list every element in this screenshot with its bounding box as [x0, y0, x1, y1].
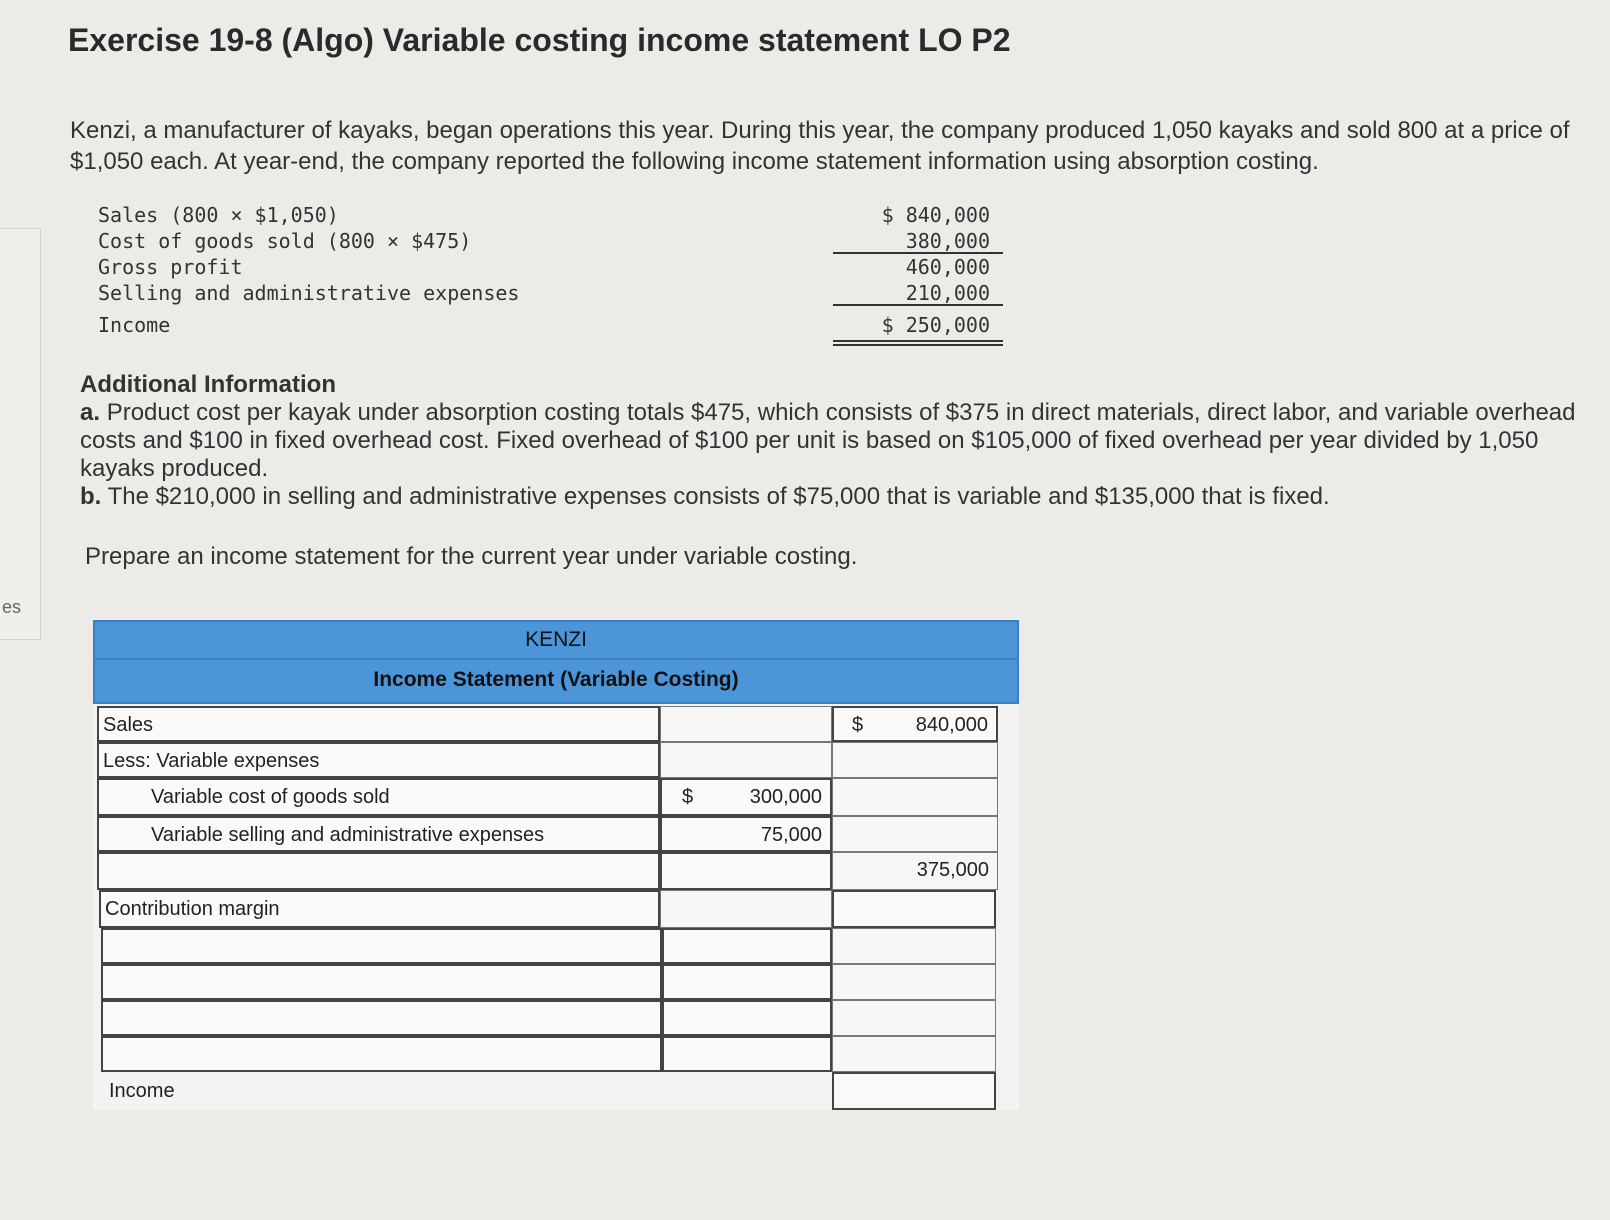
income-label: Income — [109, 1080, 175, 1102]
less-label: Less: Variable expenses — [103, 750, 320, 772]
side-tab[interactable] — [0, 228, 41, 640]
mid-cell — [660, 742, 832, 778]
additional-item-b — [80, 483, 1600, 511]
absorption-amount: $ 840,000 — [881, 203, 990, 227]
right-cell[interactable] — [832, 706, 998, 742]
sales-label: Sales — [103, 714, 154, 736]
vsa-label: Variable selling and administrative expenses — [151, 824, 545, 846]
additional-information — [80, 371, 1600, 511]
absorption-double-rule — [833, 344, 1003, 346]
item-b-marker: b. — [80, 483, 102, 510]
mid-cell[interactable] — [660, 706, 832, 742]
vcogs-label: Variable cost of goods sold — [151, 786, 390, 808]
absorption-amount: 380,000 — [905, 229, 990, 253]
mid-cell[interactable] — [662, 1036, 832, 1072]
label-cell[interactable] — [101, 928, 662, 964]
vcogs-value: 300,000 — [749, 786, 822, 808]
label-cell[interactable] — [101, 1000, 662, 1036]
absorption-double-rule — [833, 340, 1003, 342]
mid-cell[interactable] — [662, 928, 832, 964]
additional-heading: Additional Information — [80, 371, 336, 398]
absorption-label: Sales (800 × $1,050) — [98, 203, 339, 227]
right-cell[interactable] — [832, 852, 998, 890]
absorption-amount: 460,000 — [905, 255, 990, 279]
absorption-label: Selling and administrative expenses — [98, 281, 520, 305]
vcogs-dollar: $ — [682, 786, 694, 808]
exercise-intro: Kenzi, a manufacturer of kayaks, began operations this year. During this year, the company produced 1,050 kayaks and sold 800 at a price of $1,050 each. At year-end, the company reported the following income statement information using absorption costing. — [70, 117, 1570, 175]
right-cell[interactable] — [832, 1036, 996, 1072]
item-b-text: The $210,000 in selling and administrative expenses consists of $75,000 that is variable and $135,000 that is fixed. — [107, 483, 1330, 510]
additional-item-a — [80, 399, 1600, 483]
mid-cell[interactable] — [662, 964, 832, 1000]
company-header: KENZI — [93, 620, 1019, 660]
absorption-rule — [833, 252, 1003, 254]
absorption-label: Income — [98, 313, 171, 337]
label-cell[interactable] — [101, 1036, 662, 1072]
absorption-label: Gross profit — [98, 255, 243, 279]
label-cell[interactable] — [101, 964, 662, 1000]
right-cell — [832, 778, 998, 816]
mid-cell[interactable] — [660, 816, 832, 852]
statement-title: Income Statement (Variable Costing) — [93, 660, 1019, 704]
prompt: Prepare an income statement for the current year under variable costing. — [85, 543, 858, 570]
label-cell[interactable] — [97, 706, 660, 742]
contribution-label: Contribution margin — [105, 898, 280, 920]
total-variable-value: 375,000 — [916, 859, 989, 881]
mid-cell[interactable] — [662, 1000, 832, 1036]
label-cell[interactable] — [97, 816, 660, 852]
item-a-marker: a. — [80, 399, 101, 426]
label-cell[interactable] — [99, 890, 660, 928]
right-cell[interactable] — [832, 964, 996, 1000]
mid-cell — [660, 890, 832, 928]
absorption-amount: $ 250,000 — [881, 313, 990, 337]
right-cell[interactable] — [832, 1000, 996, 1036]
vsa-value: 75,000 — [760, 824, 822, 846]
right-cell — [832, 742, 998, 778]
label-cell — [101, 1072, 662, 1110]
right-cell — [832, 816, 998, 852]
mid-cell[interactable] — [660, 778, 832, 816]
right-cell[interactable] — [832, 928, 996, 964]
variable-costing-table — [93, 620, 1019, 1110]
label-cell[interactable] — [97, 742, 660, 778]
label-cell[interactable] — [97, 852, 660, 890]
sales-dollar: $ — [852, 714, 864, 736]
exercise-title: Exercise 19-8 (Algo) Variable costing income statement LO P2 — [68, 22, 1011, 58]
income-input[interactable] — [832, 1072, 996, 1110]
absorption-label: Cost of goods sold (800 × $475) — [98, 229, 472, 253]
label-cell[interactable] — [97, 778, 660, 816]
item-a-text: Product cost per kayak under absorption costing totals $475, which consists of $375 in direct materials, direct labor, and variable overhead costs and $100 in fixed overhead cost. Fixed overhead of $100 per unit is based on $105,000 of fixed overhead per year divided by 1,050 kayaks produced. — [80, 399, 1576, 482]
sales-value: 840,000 — [915, 714, 988, 736]
absorption-rule — [833, 304, 1003, 306]
mid-cell[interactable] — [660, 852, 832, 890]
absorption-amount: 210,000 — [905, 281, 990, 305]
right-cell[interactable] — [832, 890, 996, 928]
side-tab-label: es — [2, 597, 22, 617]
